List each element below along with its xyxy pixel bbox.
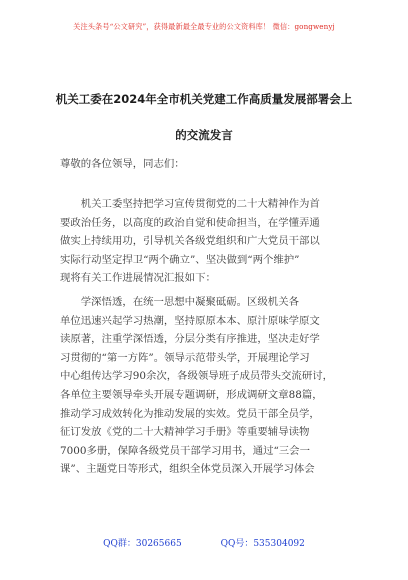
document-title-line-2: 的交流发言: [175, 128, 233, 142]
paragraph-line: 课”、主题党日等形式，组织全体党员深入开展学习体会: [60, 463, 315, 476]
paragraph-line: 习贯彻的“第一方阵”。领导示范带头学，开展理论学习: [60, 351, 310, 364]
paragraph-line: 要政治任务，以高度的政治自觉和使命担当，在学懂弄通: [60, 216, 320, 229]
paragraph-line: 现将有关工作进展情况汇报如下：: [60, 272, 216, 285]
paragraph-line: 学深悟透，在统一思想中凝聚砥砺。区级机关各: [60, 296, 299, 308]
paragraph-line: 各单位主要领导牵头开展专题调研，形成调研文章88篇，: [60, 388, 323, 401]
footer-qq-group: QQ群：30265665: [103, 539, 182, 549]
paragraph-line: 实际行动坚定捍卫“两个确立”、坚决做到“两个维护”: [60, 253, 300, 266]
paragraph-1: [60, 195, 360, 288]
paragraph-line: 推动学习成效转化为推动发展的实效。党员干部全员学，: [60, 407, 320, 420]
paragraph-line: 做实上持续用功，引导机关各级党组织和广大党员干部以: [60, 235, 320, 248]
paragraph-line: 读原著，注重学深悟透，分层分类有序推进，坚决走好学: [60, 333, 320, 346]
footer-qq-number: QQ号：535304092: [220, 539, 305, 549]
paragraph-line: 机关工委坚持把学习宣传贯彻党的二十大精神作为首: [60, 198, 320, 210]
paragraph-line: 中心组传达学习90余次，各级领导班子成员带头交流研讨，: [60, 370, 333, 383]
paragraph-line: 征订发放《党的二十大精神学习手册》等重要辅导读物: [60, 426, 310, 439]
salutation: 尊敬的各位领导，同志们：: [60, 158, 185, 170]
top-banner: 关注头条号“公文研究”，获得最新最全最专业的公文资料库！ 微信：gongwenyj: [73, 22, 335, 31]
document-title-line-1: 机关工委在2024年全市机关党建工作高质量发展部署会上: [55, 92, 353, 106]
paragraph-line: 7000多册，保障各级党员干部学习用书，通过“三会一: [60, 444, 310, 457]
paragraph-line: 单位迅速兴起学习热潮，坚持原原本本、原汁原味学原文: [60, 314, 320, 327]
footer-contact: [0, 536, 408, 549]
paragraph-2: [60, 293, 360, 479]
